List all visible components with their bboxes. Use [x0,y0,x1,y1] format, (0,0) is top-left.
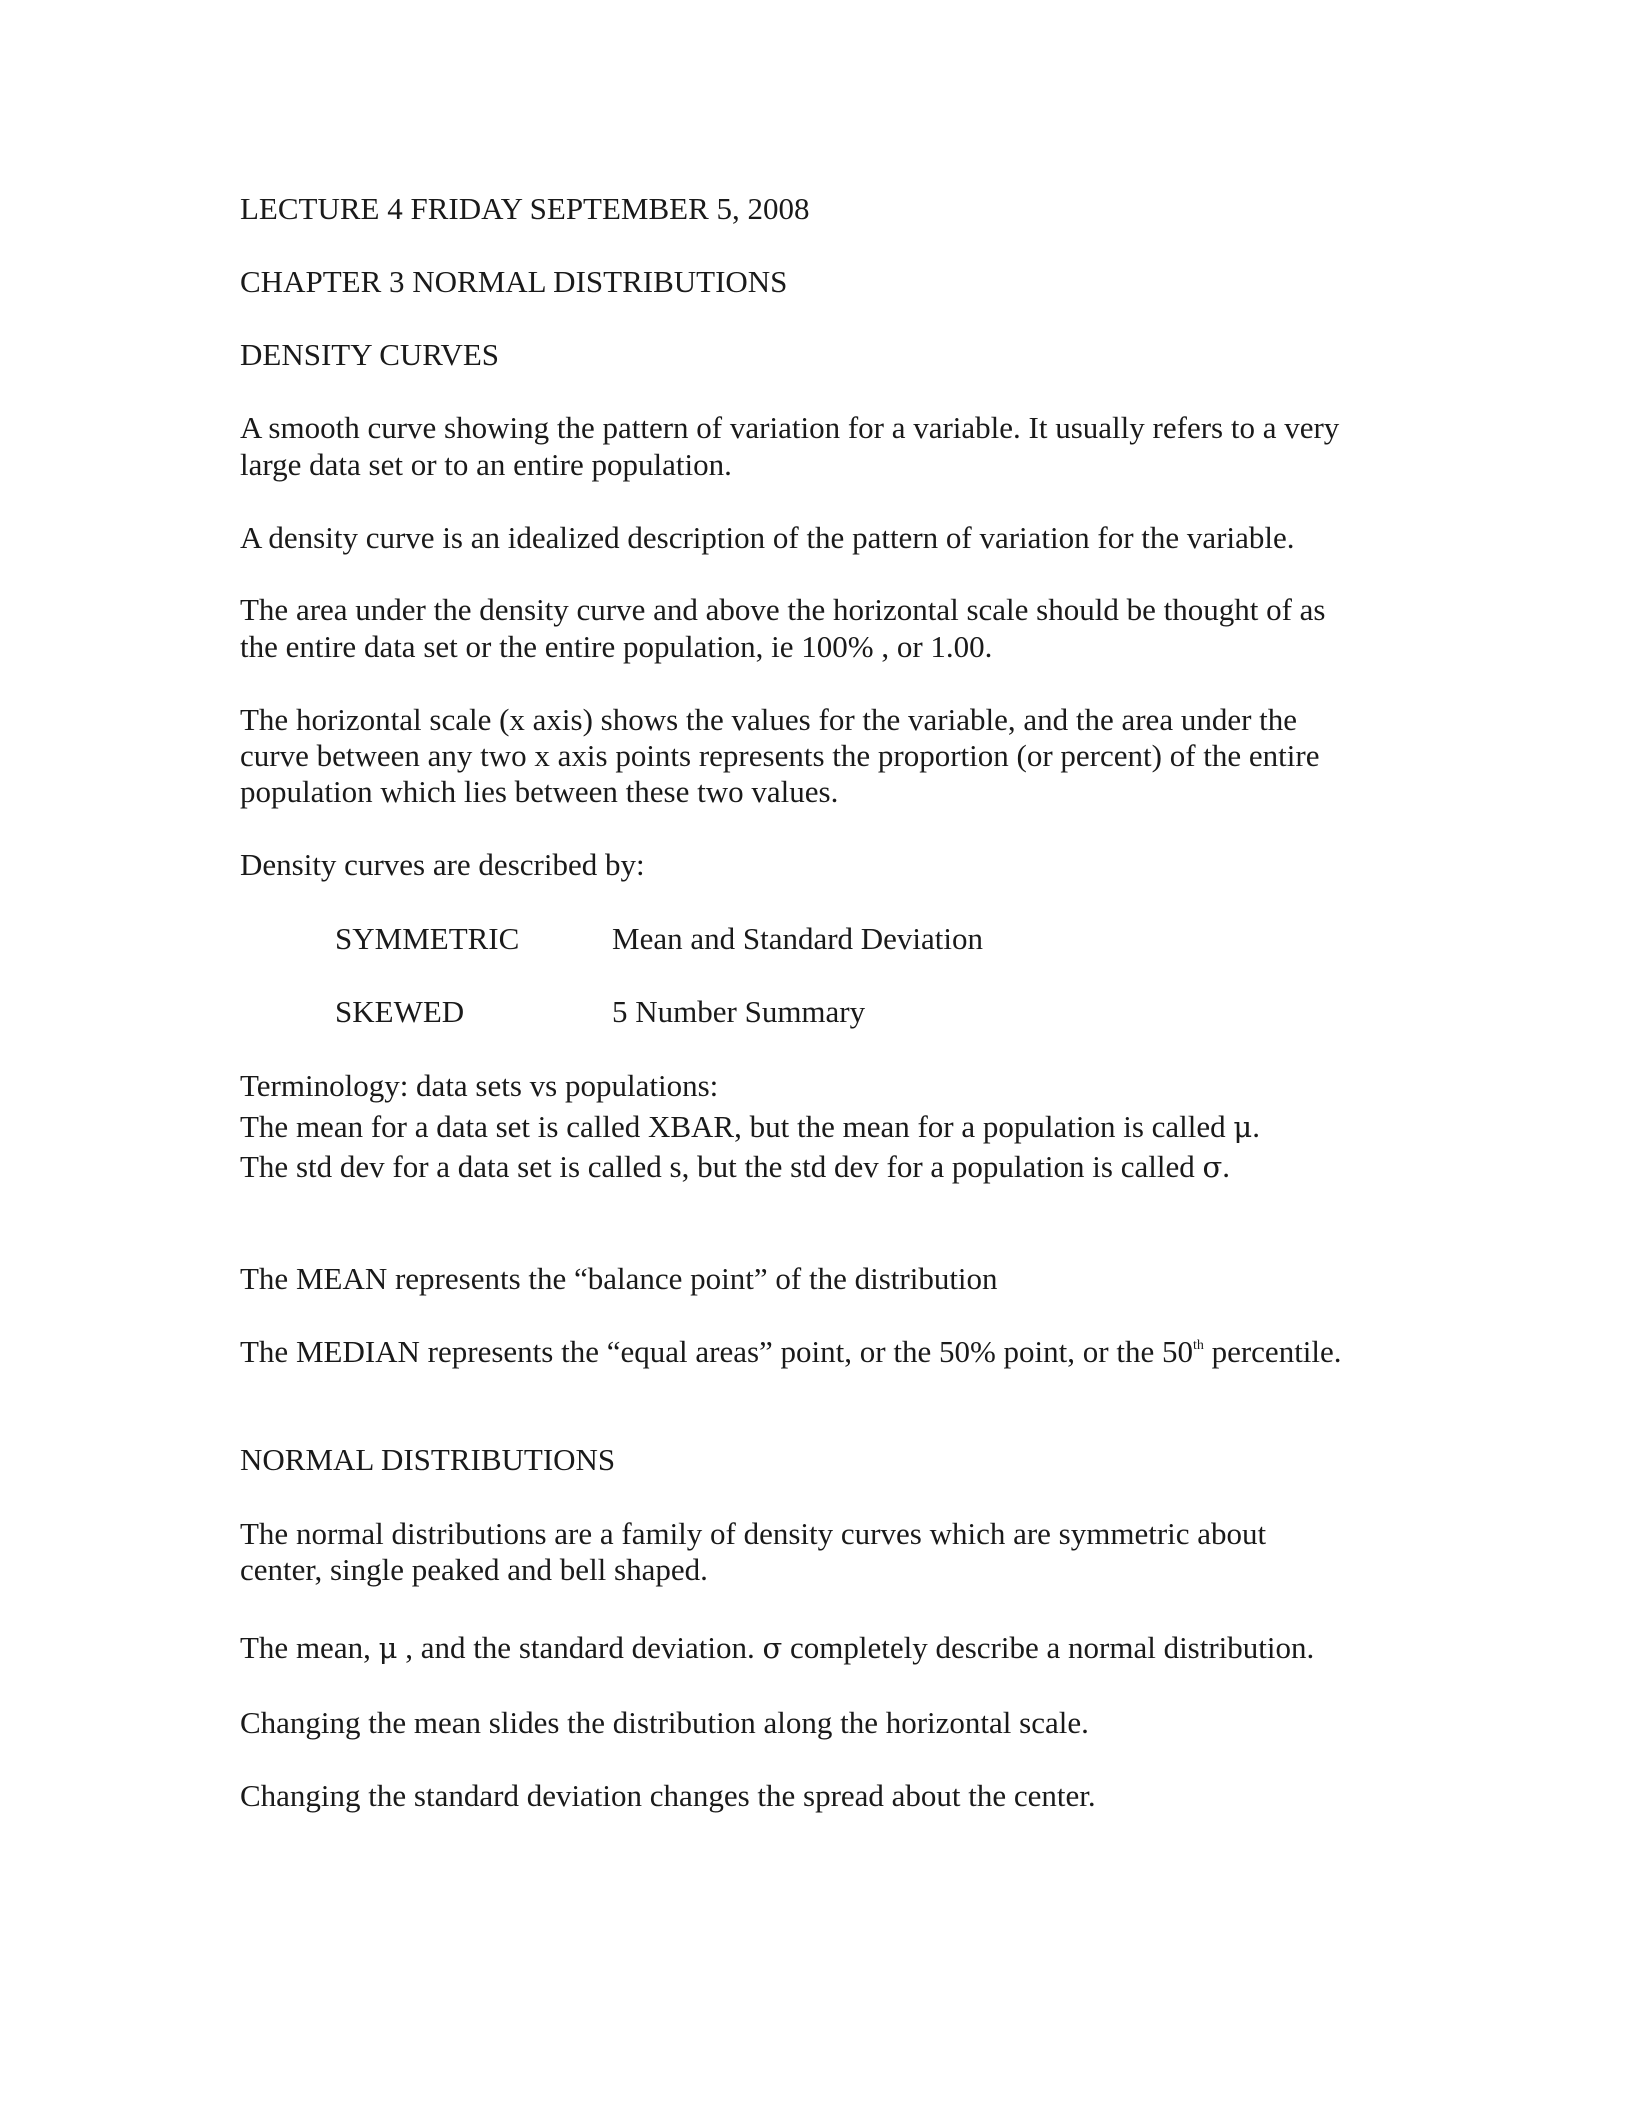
skewed-label: SKEWED [335,994,465,1029]
skewed-measure: 5 Number Summary [612,994,866,1029]
mu-symbol: μ [1233,1110,1253,1144]
mean-sd-describe-line [240,1630,1314,1666]
sigma-symbol: σ [1202,1150,1223,1184]
std-terminology-line [240,1149,1230,1185]
describe-text-b: , and the standard deviation. [397,1630,763,1665]
sigma-symbol: σ [762,1631,783,1665]
lecture-header: LECTURE 4 FRIDAY SEPTEMBER 5, 2008 [240,191,810,226]
terminology-line: Terminology: data sets vs populations: [240,1068,719,1103]
density-curves-heading: DENSITY CURVES [240,337,500,372]
changing-mean-line: Changing the mean slides the distribution along the horizontal scale. [240,1705,1089,1740]
describe-text-c: completely describe a normal distribution. [782,1630,1315,1665]
mean-text: The mean for a data set is called XBAR, but the mean for a population is called [240,1109,1234,1144]
mu-symbol: μ [378,1631,398,1665]
median-text: The MEDIAN represents the “equal areas” point, or the 50% point, or the 50 [240,1334,1193,1369]
scale-paragraph-line-1: The horizontal scale (x axis) shows the values for the variable, and the area under the [240,702,1298,737]
mean-period: . [1252,1109,1261,1144]
std-text: The std dev for a data set is called s, but the std dev for a population is called [240,1149,1203,1184]
described-by-label: Density curves are described by: [240,847,645,882]
scale-paragraph-line-3: population which lies between these two values. [240,774,839,809]
chapter-title: CHAPTER 3 NORMAL DISTRIBUTIONS [240,264,788,299]
symmetric-measure: Mean and Standard Deviation [612,921,984,956]
definition-line-2: large data set or to an entire population. [240,447,732,482]
normal-family-line-1: The normal distributions are a family of density curves which are symmetric about [240,1516,1267,1551]
std-period: . [1222,1149,1230,1184]
normal-distributions-heading: NORMAL DISTRIBUTIONS [240,1442,616,1477]
describe-text-a: The mean, [240,1630,379,1665]
ordinal-superscript: th [1192,1338,1204,1353]
definition-line-1: A smooth curve showing the pattern of variation for a variable. It usually refers to a very [240,410,1340,445]
scale-paragraph-line-2: curve between any two x axis points represents the proportion (or percent) of the entire [240,738,1320,773]
changing-sd-line: Changing the standard deviation changes the spread about the center. [240,1778,1096,1813]
mean-balance-point: The MEAN represents the “balance point” of the distribution [240,1261,998,1296]
normal-family-line-2: center, single peaked and bell shaped. [240,1552,708,1587]
area-paragraph-line-1: The area under the density curve and above the horizontal scale should be thought of as [240,592,1326,627]
median-text-end: percentile. [1203,1334,1342,1369]
area-paragraph-line-2: the entire data set or the entire population, ie 100% , or 1.00. [240,629,993,664]
median-equal-areas [240,1334,1342,1370]
idealized-paragraph: A density curve is an idealized description of the pattern of variation for the variable. [240,520,1295,555]
symmetric-label: SYMMETRIC [335,921,520,956]
mean-terminology-line [240,1109,1260,1145]
